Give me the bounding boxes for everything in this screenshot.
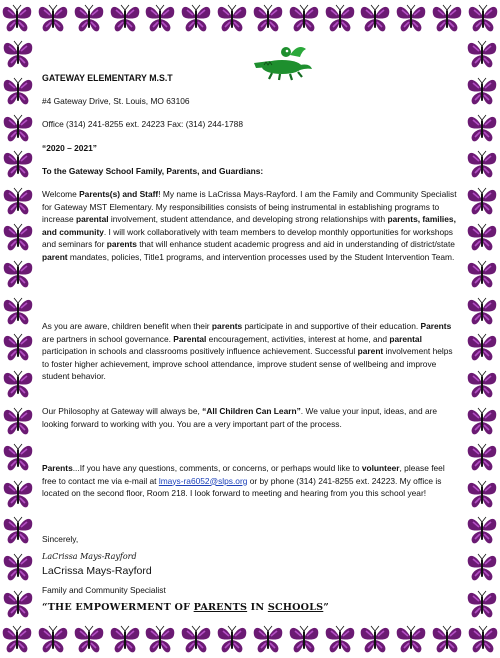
butterfly-icon [1,550,35,584]
butterfly-icon [1,220,35,254]
intro-paragraph: Welcome Parents(s) and Staff! My name is LaCrissa Mays-Rayford. I am the Family and Community Specialist for Gateway MST Elementary. My responsibilities consists of being instrumental in establishing programs to increase parental involvement, student attendance, and developing strong relationships with parents, families, and community. I will work collaboratively with team members to develop monthly opportunities for workshops and seminars for parents that will enhance student academic progress and aid in understanding of district/state parent mandates, policies, Title1 programs, and intervention processes used by the Student Intervention Team. [42,189,457,262]
butterfly-icon [1,587,35,621]
butterfly-icon [465,404,499,438]
butterfly-icon [1,74,35,108]
email-link[interactable]: lmays-ra6052@slps.org [158,475,248,486]
butterfly-icon [323,1,357,35]
school-phones: Office (314) 241-8255 ext. 24223 Fax: (314) 244-1788 [42,119,243,129]
butterfly-icon [251,622,285,656]
butterfly-icon [287,622,321,656]
butterfly-icon [465,184,499,218]
butterfly-icon [465,587,499,621]
butterfly-icon [465,37,499,71]
philosophy-paragraph: Our Philosophy at Gateway will always be, “All Children Can Learn”. We value your input, ideas, and are looking forward to working with you. You are a very important part of the process. [42,406,438,429]
butterfly-icon [251,1,285,35]
butterfly-icon [1,37,35,71]
butterfly-icon [1,257,35,291]
butterfly-icon [1,184,35,218]
butterfly-icon [465,367,499,401]
gator-mascot-icon [250,41,314,81]
butterfly-icon [466,1,500,35]
handwritten-signature: LaCrissa Mays-Rayford [42,552,137,561]
butterfly-icon [108,1,142,35]
butterfly-icon [1,440,35,474]
butterfly-icon [72,1,106,35]
butterfly-icon [1,477,35,511]
butterfly-icon [179,1,213,35]
butterfly-icon [36,622,70,656]
butterfly-icon [1,367,35,401]
border-top [0,1,500,37]
butterfly-icon [465,513,499,547]
butterfly-icon [1,111,35,145]
butterfly-icon [394,622,428,656]
letter-page [37,38,464,620]
school-year: “2020 – 2021” [42,143,97,153]
butterfly-icon [430,1,464,35]
butterfly-icon [1,330,35,364]
closing-sincerely: Sincerely, [42,534,79,544]
butterfly-icon [1,147,35,181]
butterfly-icon [323,622,357,656]
salutation: To the Gateway School Family, Parents, and Guardians: [42,166,264,176]
butterfly-icon [465,330,499,364]
butterfly-icon [215,622,249,656]
butterfly-icon [1,404,35,438]
butterfly-icon [36,1,70,35]
border-bottom [0,622,500,658]
butterfly-icon [465,257,499,291]
butterfly-icon [465,111,499,145]
butterfly-icon [0,1,34,35]
contact-paragraph: Parents...If you have any questions, comments, or concerns, or perhaps would like to volunteer, please feel free to contact me via e-mail at lmays-ra6052@slps.org or by phone (314) 241-8255 ext. 24223. My office is located on the second floor, Room 218. I look forward to meeting and hearing from you this school year! [42,463,445,499]
involvement-paragraph: As you are aware, children benefit when their parents participate in and supportive of their education. Parents are partners in school governance. Parental encouragement, activities, interest at home, and parental participation in schools and classrooms positively influence achievement. Successful parent involvement helps to foster higher achievement, improve school attendance, improve student sense of wellbeing and improve student behavior. [42,321,453,382]
butterfly-icon [465,294,499,328]
butterfly-icon [466,622,500,656]
butterfly-icon [143,1,177,35]
butterfly-icon [430,622,464,656]
butterfly-icon [394,1,428,35]
butterfly-icon [465,220,499,254]
butterfly-icon [465,550,499,584]
butterfly-icon [1,513,35,547]
signer-name: LaCrissa Mays-Rayford [42,565,152,577]
border-right [465,36,500,622]
butterfly-icon [465,74,499,108]
butterfly-icon [143,622,177,656]
butterfly-icon [287,1,321,35]
school-address: #4 Gateway Drive, St. Louis, MO 63106 [42,96,190,106]
butterfly-icon [465,147,499,181]
butterfly-icon [465,477,499,511]
border-left [1,36,37,622]
signer-title: Family and Community Specialist [42,585,166,595]
butterfly-icon [108,622,142,656]
butterfly-icon [358,1,392,35]
motto: “THE EMPOWERMENT OF PARENTS IN SCHOOLS” [42,602,330,613]
butterfly-icon [72,622,106,656]
butterfly-icon [0,622,34,656]
butterfly-icon [215,1,249,35]
butterfly-icon [179,622,213,656]
butterfly-icon [1,294,35,328]
school-name: GATEWAY ELEMENTARY M.S.T [42,73,173,83]
butterfly-icon [358,622,392,656]
butterfly-icon [465,440,499,474]
